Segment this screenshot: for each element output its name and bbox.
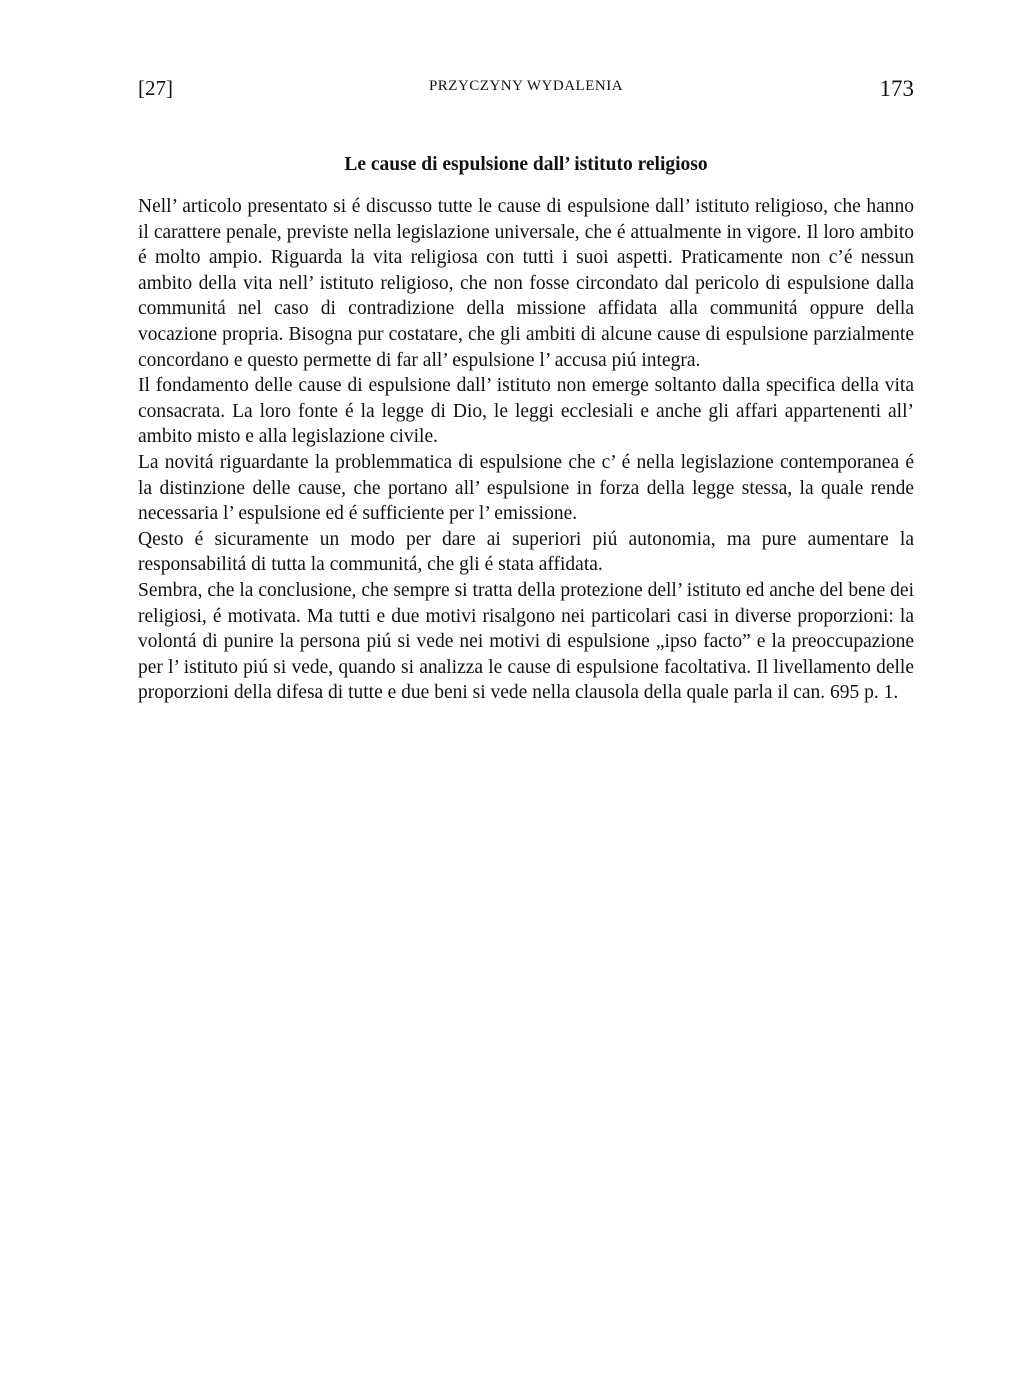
paragraph: La novitá riguardante la problemmatica di espulsione che c’ é nella legislazione contemporanea é la distinzione delle cause, che portano all’ espulsione in forza della legge stessa, la quale rende necessaria l’ espulsione ed é sufficiente per l’ emissione. xyxy=(138,451,914,525)
paragraph: Nell’ articolo presentato si é discusso tutte le cause di espulsione dall’ istituto religioso, che hanno il carattere penale, previste nella legislazione universale, che é attualmente in vigore. Il loro ambito é molto ampio. Riguarda la vita religiosa con tutti i suoi aspetti. Praticamente non c’é nessun ambito della vita nell’ istituto religioso, che non fosse circondato dal pericolo di espulsione dalla communitá nel caso di contradizione della missione affidata alla communitá oppure della vocazione propria. Bisogna pur costatare, che gli ambiti di alcune cause di espulsione parzialmente concordano e questo permette di far all’ espulsione l’ accusa piú integra. xyxy=(138,196,914,371)
paragraph: Sembra, che la conclusione, che sempre si tratta della protezione dell’ istituto ed anche del bene dei religiosi, é motivata. Ma tutti e due motivi risalgono nei particolari casi in diverse proporzioni: la volontá di punire la persona piú si vede nei motivi di espulsione „ipso facto” e la preoccupazione per l’ istituto piú si vede, quando si analizza le cause di espulsione facoltativa. Il livellamento delle proporzioni della difesa di tutte e due beni si vede nella clausola della quale parla il can. 695 p. 1. xyxy=(138,579,914,704)
running-head xyxy=(138,72,914,108)
page-number: 173 xyxy=(879,76,914,101)
paragraph: Qesto é sicuramente un modo per dare ai superiori piú autonomia, ma pure aumentare la responsabilitá di tutta la communitá, che gli é stata affidata. xyxy=(138,528,914,576)
page xyxy=(138,72,914,706)
article-title: Le cause di espulsione dall’ istituto religioso xyxy=(344,154,708,175)
running-title: PRZYCZYNY WYDALENIA xyxy=(428,78,624,94)
article-body xyxy=(138,194,914,706)
section-number: [27] xyxy=(138,76,173,100)
paragraph: Il fondamento delle cause di espulsione dall’ istituto non emerge soltanto dalla specifica della vita consacrata. La loro fonte é la legge di Dio, le leggi ecclesiali e anche gli affari appartenenti all’ ambito misto e alla legislazione civile. xyxy=(138,375,914,448)
